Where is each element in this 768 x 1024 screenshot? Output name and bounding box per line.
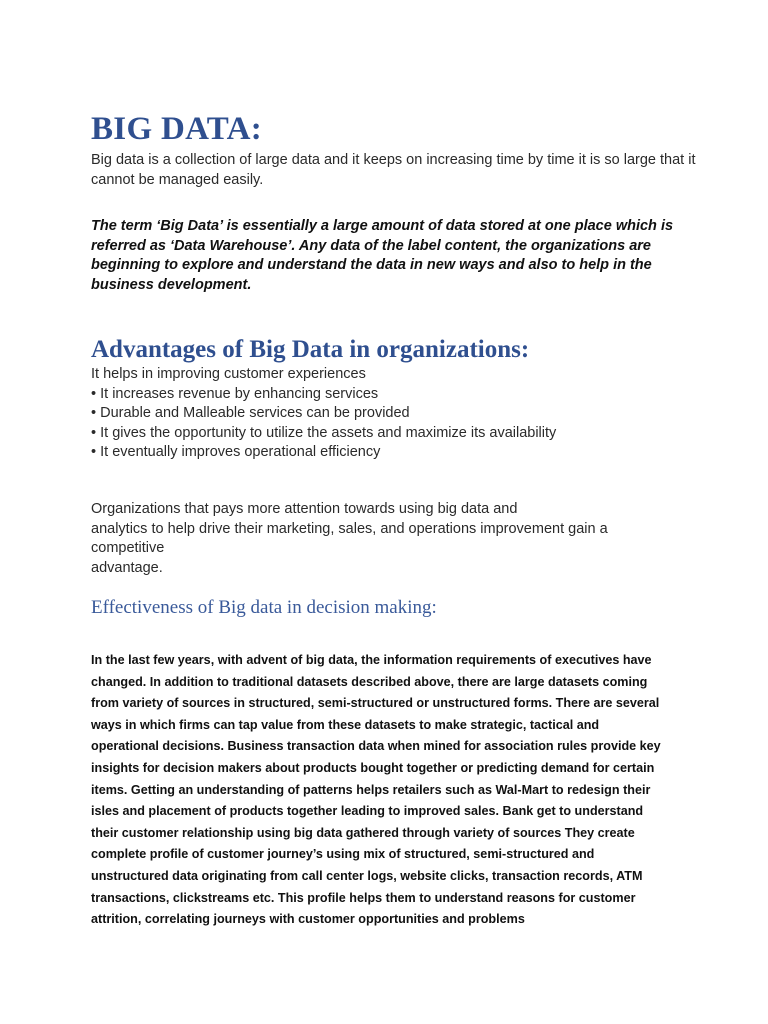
paragraph-line: transactions, clickstreams etc. This profile helps them to understand reasons for customer <box>91 890 636 905</box>
effectiveness-heading: Effectiveness of Big data in decision making: <box>91 597 437 618</box>
paragraph-line: operational decisions. Business transaction data when mined for association rules provide key <box>91 739 661 754</box>
advantages-heading: Advantages of Big Data in organizations: <box>91 336 530 363</box>
paragraph-line: analytics to help drive their marketing, sales, and operations improvement gain a <box>91 520 608 537</box>
effectiveness-paragraph <box>91 650 681 931</box>
list-item: • It increases revenue by enhancing services <box>91 385 379 402</box>
paragraph-line: complete profile of customer journey’s using mix of structured, semi-structured and <box>91 847 595 862</box>
paragraph-line: unstructured data originating from call center logs, website clicks, transaction records, ATM <box>91 868 643 883</box>
paragraph-line: from variety of sources in structured, semi-structured or unstructured forms. There are several <box>91 696 660 711</box>
definition-paragraph: The term ‘Big Data’ is essentially a large amount of data stored at one place which is referred as ‘Data Warehouse’. Any data of the label content, the organizations are beginning to explore and understand the data in new ways and also to help in the business development. <box>91 218 674 293</box>
organizations-paragraph <box>91 500 651 578</box>
paragraph-line: attrition, correlating journeys with customer opportunities and problems <box>91 912 525 927</box>
paragraph-line: advantage. <box>91 559 163 576</box>
page-title: BIG DATA: <box>91 111 263 147</box>
paragraph-line: In the last few years, with advent of big data, the information requirements of executives have <box>91 653 652 667</box>
list-item: • Durable and Malleable services can be provided <box>91 405 410 421</box>
paragraph-line: insights for decision makers about products bought together or predicting demand for certain <box>91 760 655 775</box>
advantages-list <box>91 365 556 463</box>
paragraph-line: items. Getting an understanding of patterns helps retailers such as Wal-Mart to redesign their <box>91 782 651 797</box>
list-item: It helps in improving customer experiences <box>91 366 366 382</box>
paragraph-line: ways in which firms can tap value from these datasets to make strategic, tactical and <box>91 717 600 732</box>
paragraph-line: competitive <box>91 540 165 556</box>
list-item: • It eventually improves operational efficiency <box>91 444 381 460</box>
intro-paragraph: Big data is a collection of large data and it keeps on increasing time by time it is so large that it cannot be managed easily. <box>91 152 696 188</box>
paragraph-line: their customer relationship using big data gathered through variety of sources They create <box>91 825 635 840</box>
paragraph-line: isles and placement of products together leading to improved sales. Bank get to understand <box>91 804 644 819</box>
paragraph-line: changed. In addition to traditional datasets described above, there are large datasets coming <box>91 674 648 689</box>
paragraph-line: Organizations that pays more attention towards using big data and <box>91 501 518 517</box>
list-item: • It gives the opportunity to utilize the assets and maximize its availability <box>91 424 557 441</box>
